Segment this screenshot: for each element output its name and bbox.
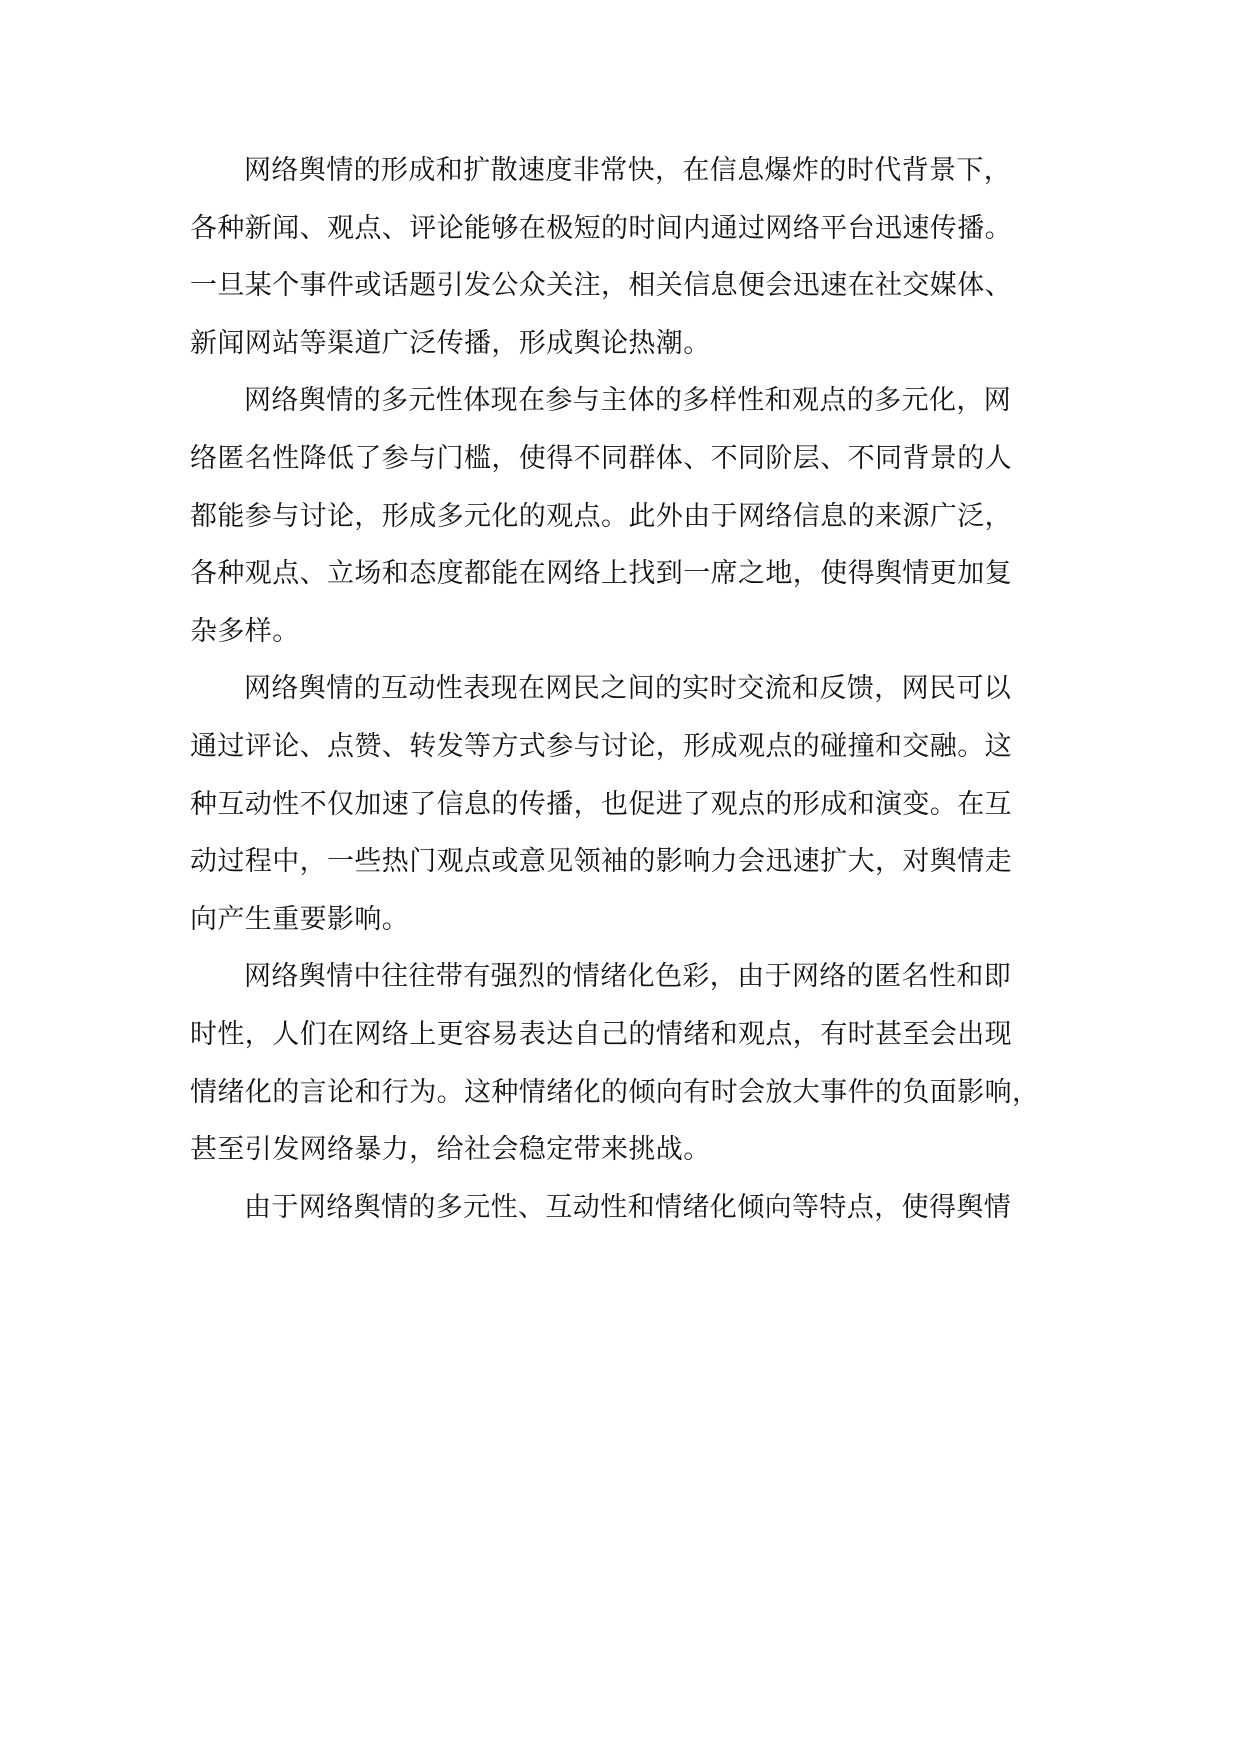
text-line: 由于网络舆情的多元性、互动性和情绪化倾向等特点，使得舆情: [244, 1191, 1012, 1223]
text-line: 情绪化的言论和行为。这种情绪化的倾向有时会放大事件的负面影响，: [190, 1076, 1040, 1108]
paragraph-2: [190, 372, 1055, 660]
document-body: [190, 142, 1055, 1236]
text-line: 甚至引发网络暴力，给社会稳定带来挑战。: [190, 1134, 711, 1166]
text-line: 一旦某个事件或话题引发公众关注，相关信息便会迅速在社交媒体、: [190, 270, 1012, 302]
paragraph-4: [190, 948, 1055, 1178]
text-line: 时性，人们在网络上更容易表达自己的情绪和观点，有时甚至会出现: [190, 1018, 1012, 1050]
text-line: 杂多样。: [190, 615, 300, 647]
text-line: 网络舆情的形成和扩散速度非常快，在信息爆炸的时代背景下，: [244, 155, 1012, 186]
text-line: 向产生重要影响。: [190, 903, 410, 935]
text-line: 都能参与讨论，形成多元化的观点。此外由于网络信息的来源广泛，: [190, 500, 1012, 532]
text-line: 网络舆情的多元性体现在参与主体的多样性和观点的多元化，网: [244, 385, 1012, 417]
paragraph-5: [190, 1179, 1055, 1237]
paragraph-1: [190, 142, 1055, 372]
text-line: 络匿名性降低了参与门槛，使得不同群体、不同阶层、不同背景的人: [190, 442, 1012, 474]
text-line: 各种新闻、观点、评论能够在极短的时间内通过网络平台迅速传播。: [190, 212, 1012, 244]
text-line: 网络舆情中往往带有强烈的情绪化色彩，由于网络的匿名性和即: [244, 961, 1012, 993]
paragraph-3: [190, 660, 1055, 948]
text-line: 种互动性不仅加速了信息的传播，也促进了观点的形成和演变。在互: [190, 788, 1012, 820]
text-line: 网络舆情的互动性表现在网民之间的实时交流和反馈，网民可以: [244, 673, 1012, 705]
text-line: 各种观点、立场和态度都能在网络上找到一席之地，使得舆情更加复: [190, 558, 1012, 590]
text-line: 新闻网站等渠道广泛传播，形成舆论热潮。: [190, 327, 711, 359]
text-line: 动过程中，一些热门观点或意见领袖的影响力会迅速扩大，对舆情走: [190, 846, 1012, 878]
text-line: 通过评论、点赞、转发等方式参与讨论，形成观点的碰撞和交融。这: [190, 730, 1012, 762]
